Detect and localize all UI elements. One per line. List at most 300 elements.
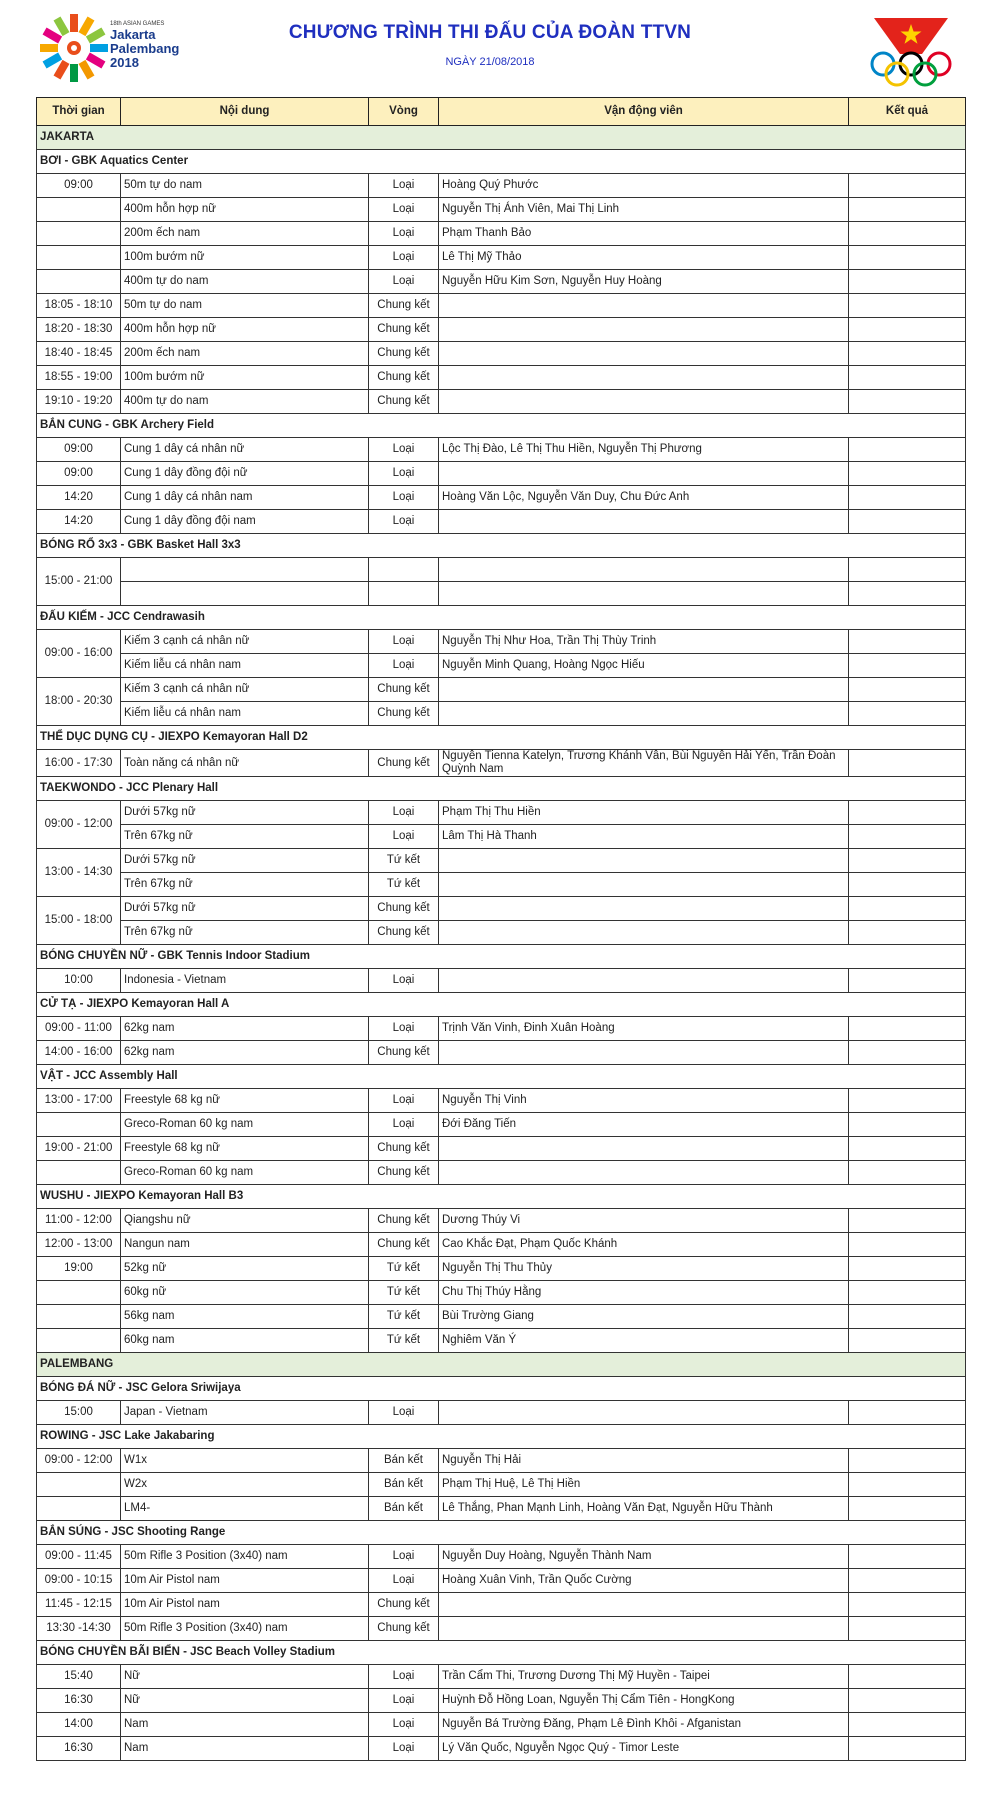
cell-event: Dưới 57kg nữ xyxy=(121,897,369,921)
cell-athletes xyxy=(439,462,849,486)
cell-round: Loại xyxy=(369,969,439,993)
table-row xyxy=(37,1569,966,1593)
cell-event: 100m bướm nữ xyxy=(121,366,369,390)
cell-result xyxy=(849,510,966,534)
cell-athletes: Nguyễn Tienna Katelyn, Trương Khánh Vân, Bùi Nguyễn Hải Yến, Trần Đoàn Quỳnh Nam xyxy=(439,750,849,777)
table-row xyxy=(37,1713,966,1737)
cell-round: Chung kết xyxy=(369,1617,439,1641)
cell-event: 62kg nam xyxy=(121,1017,369,1041)
logo-line3: 2018 xyxy=(110,55,139,70)
table-row xyxy=(37,969,966,993)
cell-result xyxy=(849,897,966,921)
cell-result xyxy=(849,1545,966,1569)
cell-athletes xyxy=(439,873,849,897)
logo-line1: Jakarta xyxy=(110,27,156,42)
cell-athletes: Bùi Trường Giang xyxy=(439,1305,849,1329)
cell-result xyxy=(849,654,966,678)
cell-event: Nam xyxy=(121,1737,369,1761)
table-row xyxy=(37,750,966,777)
cell-athletes xyxy=(439,1401,849,1425)
cell-time xyxy=(37,1305,121,1329)
cell-round: Loại xyxy=(369,486,439,510)
cell-round: Loại xyxy=(369,174,439,198)
cell-result xyxy=(849,438,966,462)
cell-result xyxy=(849,873,966,897)
cell-event: 60kg nam xyxy=(121,1329,369,1353)
cell-athletes xyxy=(439,921,849,945)
cell-result xyxy=(849,1593,966,1617)
cell-result xyxy=(849,582,966,606)
cell-result xyxy=(849,630,966,654)
cell-athletes: Trịnh Văn Vinh, Đinh Xuân Hoàng xyxy=(439,1017,849,1041)
cell-event: 50m tự do nam xyxy=(121,174,369,198)
page-date: NGÀY 21/08/2018 xyxy=(445,56,535,68)
sport-label: BẮN CUNG - GBK Archery Field xyxy=(37,414,966,438)
cell-time: 14:20 xyxy=(37,510,121,534)
cell-result xyxy=(849,750,966,777)
table-row xyxy=(37,1137,966,1161)
sport-label: THỂ DỤC DỤNG CỤ - JIEXPO Kemayoran Hall D2 xyxy=(37,726,966,750)
sport-label: BẮN SÚNG - JSC Shooting Range xyxy=(37,1521,966,1545)
cell-athletes xyxy=(439,702,849,726)
cell-event: Trên 67kg nữ xyxy=(121,873,369,897)
table-row xyxy=(37,246,966,270)
sport-row-taekwondo xyxy=(37,777,966,801)
cell-athletes: Nguyễn Hữu Kim Sơn, Nguyễn Huy Hoàng xyxy=(439,270,849,294)
cell-result xyxy=(849,1569,966,1593)
cell-event: 400m tự do nam xyxy=(121,270,369,294)
cell-round: Bán kết xyxy=(369,1473,439,1497)
table-row xyxy=(37,486,966,510)
cell-result xyxy=(849,1137,966,1161)
table-row xyxy=(37,318,966,342)
cell-event: 52kg nữ xyxy=(121,1257,369,1281)
cell-event: 400m hỗn hợp nữ xyxy=(121,198,369,222)
cell-result xyxy=(849,342,966,366)
table-row xyxy=(37,825,966,849)
sport-label: BÓNG RỔ 3x3 - GBK Basket Hall 3x3 xyxy=(37,534,966,558)
cell-athletes: Lý Văn Quốc, Nguyễn Ngọc Quý - Timor Leste xyxy=(439,1737,849,1761)
sport-label: ĐẤU KIẾM - JCC Cendrawasih xyxy=(37,606,966,630)
cell-result xyxy=(849,1041,966,1065)
cell-result xyxy=(849,1329,966,1353)
cell-result xyxy=(849,921,966,945)
cell-round: Chung kết xyxy=(369,1209,439,1233)
cell-result xyxy=(849,558,966,582)
sport-row-volleyball xyxy=(37,945,966,969)
cell-time xyxy=(37,1281,121,1305)
region-row-palembang xyxy=(37,1353,966,1377)
cell-round: Chung kết xyxy=(369,1041,439,1065)
region-label: PALEMBANG xyxy=(37,1353,966,1377)
cell-round: Tứ kết xyxy=(369,1281,439,1305)
cell-athletes xyxy=(439,1161,849,1185)
table-row xyxy=(37,1497,966,1521)
cell-time xyxy=(37,222,121,246)
cell-athletes xyxy=(439,582,849,606)
sport-row-rowing xyxy=(37,1425,966,1449)
cell-athletes xyxy=(439,897,849,921)
region-row-jakarta xyxy=(37,126,966,150)
col-header-result: Kết quả xyxy=(849,98,966,126)
cell-result xyxy=(849,1713,966,1737)
cell-round: Loại xyxy=(369,1569,439,1593)
cell-event: Freestyle 68 kg nữ xyxy=(121,1137,369,1161)
table-row xyxy=(37,222,966,246)
cell-event: Cung 1 dây đồng đội nữ xyxy=(121,462,369,486)
cell-round: Loại xyxy=(369,462,439,486)
cell-result xyxy=(849,174,966,198)
page-header xyxy=(0,0,1000,95)
table-row xyxy=(37,1329,966,1353)
cell-result xyxy=(849,1449,966,1473)
cell-athletes: Nguyễn Minh Quang, Hoàng Ngọc Hiếu xyxy=(439,654,849,678)
cell-result xyxy=(849,222,966,246)
cell-result xyxy=(849,318,966,342)
cell-result xyxy=(849,1281,966,1305)
cell-time: 09:00 xyxy=(37,174,121,198)
cell-round: Loại xyxy=(369,1713,439,1737)
cell-result xyxy=(849,1305,966,1329)
table-row xyxy=(37,1305,966,1329)
cell-result xyxy=(849,246,966,270)
table-row xyxy=(37,198,966,222)
cell-round: Loại xyxy=(369,1545,439,1569)
cell-result xyxy=(849,1689,966,1713)
cell-time xyxy=(37,270,121,294)
cell-time: 16:00 - 17:30 xyxy=(37,750,121,777)
cell-time xyxy=(37,198,121,222)
cell-event: Cung 1 dây cá nhân nam xyxy=(121,486,369,510)
table-row xyxy=(37,1665,966,1689)
cell-time: 19:10 - 19:20 xyxy=(37,390,121,414)
cell-event xyxy=(121,582,369,606)
cell-athletes xyxy=(439,318,849,342)
cell-athletes: Dương Thúy Vi xyxy=(439,1209,849,1233)
table-row xyxy=(37,1617,966,1641)
cell-athletes xyxy=(439,1137,849,1161)
table-row xyxy=(37,1281,966,1305)
cell-athletes: Nguyễn Duy Hoàng, Nguyễn Thành Nam xyxy=(439,1545,849,1569)
table-row xyxy=(37,849,966,873)
cell-result xyxy=(849,1665,966,1689)
cell-round: Loại xyxy=(369,222,439,246)
table-row xyxy=(37,702,966,726)
cell-time: 13:30 -14:30 xyxy=(37,1617,121,1641)
cell-athletes xyxy=(439,969,849,993)
cell-athletes: Nguyễn Thị Thu Thủy xyxy=(439,1257,849,1281)
cell-time: 19:00 xyxy=(37,1257,121,1281)
cell-event: 400m hỗn hợp nữ xyxy=(121,318,369,342)
col-header-athletes: Vận động viên xyxy=(439,98,849,126)
cell-athletes: Trần Cẩm Thi, Trương Dương Thị Mỹ Huyền - Taipei xyxy=(439,1665,849,1689)
col-header-round: Vòng xyxy=(369,98,439,126)
table-row xyxy=(37,558,966,582)
cell-time: 10:00 xyxy=(37,969,121,993)
cell-round xyxy=(369,558,439,582)
cell-round: Loại xyxy=(369,438,439,462)
cell-event: Kiếm 3 cạnh cá nhân nữ xyxy=(121,678,369,702)
cell-event: Japan - Vietnam xyxy=(121,1401,369,1425)
cell-event: 50m Rifle 3 Position (3x40) nam xyxy=(121,1617,369,1641)
page-title: CHƯƠNG TRÌNH THI ĐẤU CỦA ĐOÀN TTVN xyxy=(288,22,692,43)
cell-result xyxy=(849,390,966,414)
cell-event: Trên 67kg nữ xyxy=(121,825,369,849)
cell-event: Freestyle 68 kg nữ xyxy=(121,1089,369,1113)
cell-event: W1x xyxy=(121,1449,369,1473)
logo-small-text: 18th ASIAN GAMES xyxy=(110,21,165,27)
table-row xyxy=(37,1545,966,1569)
table-row xyxy=(37,270,966,294)
table-row xyxy=(37,1593,966,1617)
cell-result xyxy=(849,1617,966,1641)
cell-event: Kiếm liễu cá nhân nam xyxy=(121,702,369,726)
cell-result xyxy=(849,198,966,222)
table-row xyxy=(37,921,966,945)
cell-round: Loại xyxy=(369,246,439,270)
cell-athletes xyxy=(439,678,849,702)
cell-athletes xyxy=(439,1041,849,1065)
cell-event: Toàn năng cá nhân nữ xyxy=(121,750,369,777)
cell-event: Trên 67kg nữ xyxy=(121,921,369,945)
cell-event: 200m ếch nam xyxy=(121,222,369,246)
cell-result xyxy=(849,1737,966,1761)
cell-round: Tứ kết xyxy=(369,1329,439,1353)
cell-round: Loại xyxy=(369,1665,439,1689)
table-row xyxy=(37,1113,966,1137)
cell-time: 14:00 xyxy=(37,1713,121,1737)
cell-round: Bán kết xyxy=(369,1449,439,1473)
cell-time: 09:00 - 10:15 xyxy=(37,1569,121,1593)
table-row xyxy=(37,510,966,534)
cell-time: 09:00 - 12:00 xyxy=(37,801,121,849)
cell-event: Kiếm 3 cạnh cá nhân nữ xyxy=(121,630,369,654)
cell-round: Loại xyxy=(369,510,439,534)
cell-result xyxy=(849,486,966,510)
cell-round: Chung kết xyxy=(369,1593,439,1617)
table-row xyxy=(37,390,966,414)
asian-games-emblem-icon xyxy=(38,12,110,84)
cell-round: Chung kết xyxy=(369,294,439,318)
table-header-row xyxy=(37,98,966,126)
cell-athletes: Hoàng Xuân Vinh, Trần Quốc Cường xyxy=(439,1569,849,1593)
cell-result xyxy=(849,825,966,849)
table-row xyxy=(37,438,966,462)
cell-athletes: Lâm Thị Hà Thanh xyxy=(439,825,849,849)
cell-athletes: Lê Thắng, Phan Mạnh Linh, Hoàng Văn Đạt, Nguyễn Hữu Thành xyxy=(439,1497,849,1521)
cell-time: 18:20 - 18:30 xyxy=(37,318,121,342)
vietnam-olympic-logo-icon xyxy=(866,12,956,88)
cell-event: Greco-Roman 60 kg nam xyxy=(121,1161,369,1185)
table-row xyxy=(37,1473,966,1497)
sport-row-basketball xyxy=(37,534,966,558)
table-row xyxy=(37,174,966,198)
schedule-table xyxy=(36,97,966,1761)
cell-time: 18:55 - 19:00 xyxy=(37,366,121,390)
cell-result xyxy=(849,366,966,390)
cell-time: 14:20 xyxy=(37,486,121,510)
table-row xyxy=(37,654,966,678)
table-row xyxy=(37,1401,966,1425)
cell-round: Loại xyxy=(369,630,439,654)
table-row xyxy=(37,1257,966,1281)
cell-time: 09:00 - 11:45 xyxy=(37,1545,121,1569)
cell-event: Dưới 57kg nữ xyxy=(121,849,369,873)
cell-event: Nam xyxy=(121,1713,369,1737)
cell-time: 11:00 - 12:00 xyxy=(37,1209,121,1233)
cell-event: Nangun nam xyxy=(121,1233,369,1257)
sport-label: ROWING - JSC Lake Jakabaring xyxy=(37,1425,966,1449)
cell-result xyxy=(849,1233,966,1257)
cell-result xyxy=(849,462,966,486)
cell-round: Loại xyxy=(369,654,439,678)
cell-round: Chung kết xyxy=(369,318,439,342)
cell-athletes: Nguyễn Thị Như Hoa, Trần Thị Thùy Trinh xyxy=(439,630,849,654)
cell-athletes: Hoàng Quý Phước xyxy=(439,174,849,198)
cell-round: Loại xyxy=(369,1089,439,1113)
cell-athletes xyxy=(439,849,849,873)
sport-row-wrestling xyxy=(37,1065,966,1089)
table-row xyxy=(37,873,966,897)
cell-athletes: Phạm Thanh Bảo xyxy=(439,222,849,246)
sport-label: BÓNG ĐÁ NỮ - JSC Gelora Sriwijaya xyxy=(37,1377,966,1401)
cell-time: 12:00 - 13:00 xyxy=(37,1233,121,1257)
cell-event: 400m tự do nam xyxy=(121,390,369,414)
cell-round: Loại xyxy=(369,270,439,294)
sport-row-football xyxy=(37,1377,966,1401)
cell-athletes xyxy=(439,558,849,582)
cell-result xyxy=(849,1089,966,1113)
cell-athletes xyxy=(439,1593,849,1617)
cell-event: 56kg nam xyxy=(121,1305,369,1329)
table-row xyxy=(37,678,966,702)
cell-athletes: Hoàng Văn Lộc, Nguyễn Văn Duy, Chu Đức Anh xyxy=(439,486,849,510)
cell-event: Dưới 57kg nữ xyxy=(121,801,369,825)
cell-athletes: Phạm Thị Thu Hiền xyxy=(439,801,849,825)
asian-games-logo xyxy=(38,12,188,84)
cell-result xyxy=(849,1113,966,1137)
cell-time: 16:30 xyxy=(37,1689,121,1713)
cell-time: 09:00 xyxy=(37,462,121,486)
cell-round: Loại xyxy=(369,1401,439,1425)
cell-event: Indonesia - Vietnam xyxy=(121,969,369,993)
cell-result xyxy=(849,1161,966,1185)
cell-athletes xyxy=(439,510,849,534)
cell-round: Chung kết xyxy=(369,702,439,726)
cell-event xyxy=(121,558,369,582)
cell-time: 15:00 - 21:00 xyxy=(37,558,121,606)
cell-round: Chung kết xyxy=(369,366,439,390)
cell-result xyxy=(849,1209,966,1233)
table-row xyxy=(37,1089,966,1113)
cell-athletes: Nguyễn Thị Vinh xyxy=(439,1089,849,1113)
cell-time xyxy=(37,1473,121,1497)
table-row xyxy=(37,366,966,390)
logo-line2: Palembang xyxy=(110,41,180,56)
table-row xyxy=(37,1689,966,1713)
cell-result xyxy=(849,270,966,294)
cell-round: Loại xyxy=(369,1113,439,1137)
cell-athletes: Đới Đăng Tiến xyxy=(439,1113,849,1137)
col-header-time: Thời gian xyxy=(37,98,121,126)
sport-label: VẬT - JCC Assembly Hall xyxy=(37,1065,966,1089)
cell-athletes xyxy=(439,390,849,414)
table-row xyxy=(37,630,966,654)
cell-event: Nữ xyxy=(121,1665,369,1689)
sport-row-shooting xyxy=(37,1521,966,1545)
cell-round: Bán kết xyxy=(369,1497,439,1521)
cell-round: Chung kết xyxy=(369,1161,439,1185)
region-label: JAKARTA xyxy=(37,126,966,150)
table-row xyxy=(37,1233,966,1257)
cell-round: Loại xyxy=(369,801,439,825)
sport-label: WUSHU - JIEXPO Kemayoran Hall B3 xyxy=(37,1185,966,1209)
cell-result xyxy=(849,1017,966,1041)
table-row xyxy=(37,582,966,606)
table-row xyxy=(37,342,966,366)
table-row xyxy=(37,1449,966,1473)
cell-event: LM4- xyxy=(121,1497,369,1521)
cell-time: 15:40 xyxy=(37,1665,121,1689)
cell-event: Cung 1 dây cá nhân nữ xyxy=(121,438,369,462)
sport-row-swimming xyxy=(37,150,966,174)
cell-round: Tứ kết xyxy=(369,1305,439,1329)
sport-row-beach-volleyball xyxy=(37,1641,966,1665)
sport-label: BÓNG CHUYỀN BÃI BIỂN - JSC Beach Volley Stadium xyxy=(37,1641,966,1665)
cell-round: Tứ kết xyxy=(369,849,439,873)
cell-round: Loại xyxy=(369,825,439,849)
cell-athletes: Nghiêm Văn Ý xyxy=(439,1329,849,1353)
sport-label: BƠI - GBK Aquatics Center xyxy=(37,150,966,174)
cell-athletes: Cao Khắc Đạt, Phạm Quốc Khánh xyxy=(439,1233,849,1257)
cell-time xyxy=(37,246,121,270)
cell-time xyxy=(37,1113,121,1137)
cell-athletes xyxy=(439,1617,849,1641)
cell-event: Qiangshu nữ xyxy=(121,1209,369,1233)
cell-event: 100m bướm nữ xyxy=(121,246,369,270)
table-row xyxy=(37,1017,966,1041)
cell-time: 09:00 - 16:00 xyxy=(37,630,121,678)
sport-row-fencing xyxy=(37,606,966,630)
cell-athletes xyxy=(439,294,849,318)
cell-athletes: Lộc Thị Đào, Lê Thị Thu Hiền, Nguyễn Thị Phương xyxy=(439,438,849,462)
cell-round: Tứ kết xyxy=(369,873,439,897)
sport-row-wushu xyxy=(37,1185,966,1209)
table-row xyxy=(37,1209,966,1233)
cell-result xyxy=(849,969,966,993)
cell-round: Chung kết xyxy=(369,1137,439,1161)
cell-event: Cung 1 dây đồng đội nam xyxy=(121,510,369,534)
cell-result xyxy=(849,801,966,825)
cell-round: Loại xyxy=(369,1017,439,1041)
cell-time: 16:30 xyxy=(37,1737,121,1761)
cell-time: 18:05 - 18:10 xyxy=(37,294,121,318)
cell-event: 10m Air Pistol nam xyxy=(121,1569,369,1593)
cell-round: Tứ kết xyxy=(369,1257,439,1281)
table-row xyxy=(37,1161,966,1185)
cell-time: 09:00 xyxy=(37,438,121,462)
cell-round: Chung kết xyxy=(369,342,439,366)
cell-athletes xyxy=(439,366,849,390)
cell-result xyxy=(849,1257,966,1281)
cell-round: Chung kết xyxy=(369,897,439,921)
cell-athletes: Nguyễn Thị Ánh Viên, Mai Thị Linh xyxy=(439,198,849,222)
cell-time: 18:00 - 20:30 xyxy=(37,678,121,726)
cell-event: Kiếm liễu cá nhân nam xyxy=(121,654,369,678)
cell-event: 50m tự do nam xyxy=(121,294,369,318)
cell-result xyxy=(849,1401,966,1425)
cell-athletes: Huỳnh Đỗ Hồng Loan, Nguyễn Thị Cẩm Tiên - HongKong xyxy=(439,1689,849,1713)
